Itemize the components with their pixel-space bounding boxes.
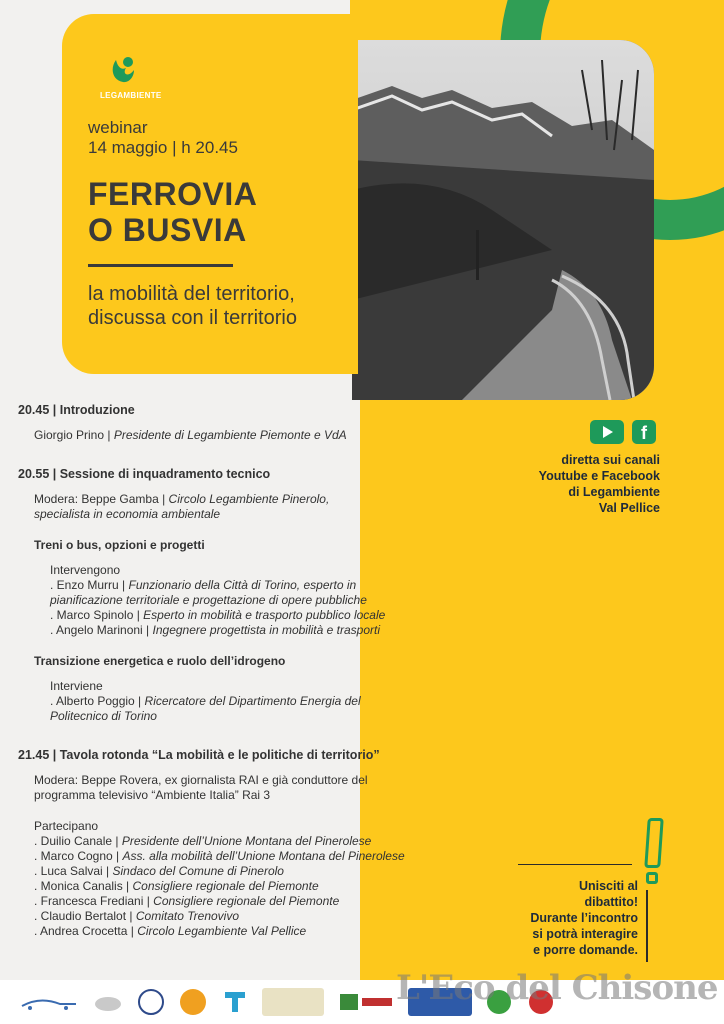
participant-name: . Duilio Canale |: [34, 834, 119, 848]
moderator-role: Circolo Legambiente Pinerolo,: [168, 492, 330, 506]
join-line-3: Durante l’incontro: [530, 911, 638, 925]
participant-role: Comitato Trenovivo: [135, 909, 240, 923]
participant-name: . Francesca Frediani |: [34, 894, 150, 908]
list-item: [34, 924, 438, 939]
program: [18, 403, 438, 939]
topic-hydrogen-heading: Transizione energetica e ruolo dell’idrogeno: [34, 654, 286, 668]
roundtable-moderator: [34, 773, 438, 803]
moderator-line-2: programma televisivo “Ambiente Italia” Rai 3: [34, 788, 271, 802]
live-line-4: Val Pellice: [598, 501, 660, 515]
speaker-name: Giorgio Prino: [34, 428, 105, 442]
live-channels-note: [520, 452, 660, 516]
speaker-role: Presidente di Legambiente Piemonte e VdA: [113, 428, 347, 442]
subtitle: [88, 282, 297, 330]
participant-name: . Luca Salvai |: [34, 864, 110, 878]
list-item: [34, 894, 438, 909]
subtitle-line-1: la mobilità del territorio,: [88, 283, 295, 305]
list-item: [34, 879, 438, 894]
participant-name: . Claudio Bertalot |: [34, 909, 133, 923]
title-line-1: FERROVIA: [88, 176, 258, 212]
speaker-name: . Enzo Murru |: [50, 578, 126, 592]
subtitle-line-2: discussa con il territorio: [88, 307, 297, 329]
exclamation-dot-icon: [646, 872, 658, 884]
live-line-1: diretta sui canali: [561, 453, 660, 467]
join-line-1: Unisciti al: [578, 879, 638, 893]
legambiente-logo: [100, 56, 160, 100]
partner-logo-tt: [220, 988, 250, 1016]
list-item: [34, 864, 438, 879]
speaker-role-2: pianificazione territoriale e progettazione di opere pubbliche: [50, 593, 367, 607]
page-title: [88, 176, 257, 248]
partner-logo-7: [336, 988, 396, 1016]
speaker-role: Ingegnere progettista in mobilità e trasporti: [152, 623, 380, 637]
speaker-role: Esperto in mobilità e trasporto pubblico locale: [143, 608, 386, 622]
topic-trains-heading: Treni o bus, opzioni e progetti: [34, 538, 205, 552]
speaker-murru: [50, 578, 438, 608]
partner-logo-bike: [178, 988, 208, 1016]
join-line-5: e porre domande.: [533, 943, 638, 957]
session-intro-heading: 20.45 | Introduzione: [18, 403, 135, 417]
partner-logo-2: [92, 988, 124, 1016]
participant-name: . Marco Cogno |: [34, 849, 120, 863]
join-line-2: dibattito!: [584, 895, 638, 909]
partner-logo-3: [136, 988, 166, 1016]
participant-role: Consigliere regionale del Piemonte: [132, 879, 319, 893]
moderator-name: Modera: Beppe Gamba |: [34, 492, 166, 506]
live-line-2: Youtube e Facebook: [538, 469, 660, 483]
session-roundtable-heading: 21.45 | Tavola rotonda “La mobilità e le politiche di territorio”: [18, 748, 380, 762]
event-date-time: 14 maggio | h 20.45: [88, 138, 238, 157]
live-line-3: di Legambiente: [568, 485, 660, 499]
youtube-icon[interactable]: [590, 420, 624, 444]
speaker-poggio: [50, 694, 438, 724]
moderator-line-1: Modera: Beppe Rovera, ex giornalista RAI e già conduttore del: [34, 773, 368, 787]
partner-logo-6: [262, 988, 324, 1016]
legambiente-leaf-icon: [108, 56, 138, 84]
event-info: [88, 118, 238, 158]
speaker-marinoni: [50, 623, 438, 638]
participants-label: Partecipano: [34, 819, 99, 833]
moderator-role-2: specialista in economia ambientale: [34, 507, 221, 521]
title-line-2: O BUSVIA: [88, 212, 247, 248]
speakers-label: Intervengono: [50, 563, 121, 577]
join-debate-note: [488, 878, 638, 958]
speaker-role: Ricercatore del Dipartimento Energia del: [144, 694, 361, 708]
facebook-icon[interactable]: f: [632, 420, 656, 444]
participant-role: Consigliere regionale del Piemonte: [153, 894, 340, 908]
technical-moderator: [34, 492, 438, 522]
speaker-name: . Marco Spinolo |: [50, 608, 140, 622]
speaker-role-2: Politecnico di Torino: [50, 709, 157, 723]
intro-speaker: Giorgio Prino | Presidente di Legambiente Piemonte e VdA: [34, 428, 347, 442]
speaker-label: Interviene: [50, 679, 103, 693]
watermark: L'Eco del Chisone: [396, 968, 718, 1008]
partner-logo-trenovivo: [20, 988, 80, 1016]
speaker-spinolo: [50, 608, 438, 623]
participant-role: Presidente dell’Unione Montana del Pinerolese: [121, 834, 372, 848]
railway-photo: [352, 40, 654, 400]
participant-name: . Andrea Crocetta |: [34, 924, 134, 938]
speaker-name: . Angelo Marinoni |: [50, 623, 150, 637]
session-technical-heading: 20.55 | Sessione di inquadramento tecnico: [18, 467, 271, 481]
participant-list: [34, 834, 438, 939]
join-line-4: si potrà interagire: [532, 927, 638, 941]
divider: [518, 864, 632, 865]
speaker-name: . Alberto Poggio |: [50, 694, 142, 708]
webinar-label: webinar: [88, 118, 148, 137]
speaker-role: Funzionario della Città di Torino, esperto in: [128, 578, 357, 592]
title-divider: [88, 264, 233, 267]
participant-role: Sindaco del Comune di Pinerolo: [112, 864, 284, 878]
list-item: [34, 849, 438, 864]
participant-role: Ass. alla mobilità dell’Unione Montana del Pinerolese: [122, 849, 405, 863]
participant-name: . Monica Canalis |: [34, 879, 130, 893]
brand-name: LEGAMBIENTE: [100, 91, 162, 100]
participant-role: Circolo Legambiente Val Pellice: [137, 924, 307, 938]
list-item: [34, 909, 438, 924]
divider-vertical: [646, 890, 648, 962]
list-item: [34, 834, 438, 849]
